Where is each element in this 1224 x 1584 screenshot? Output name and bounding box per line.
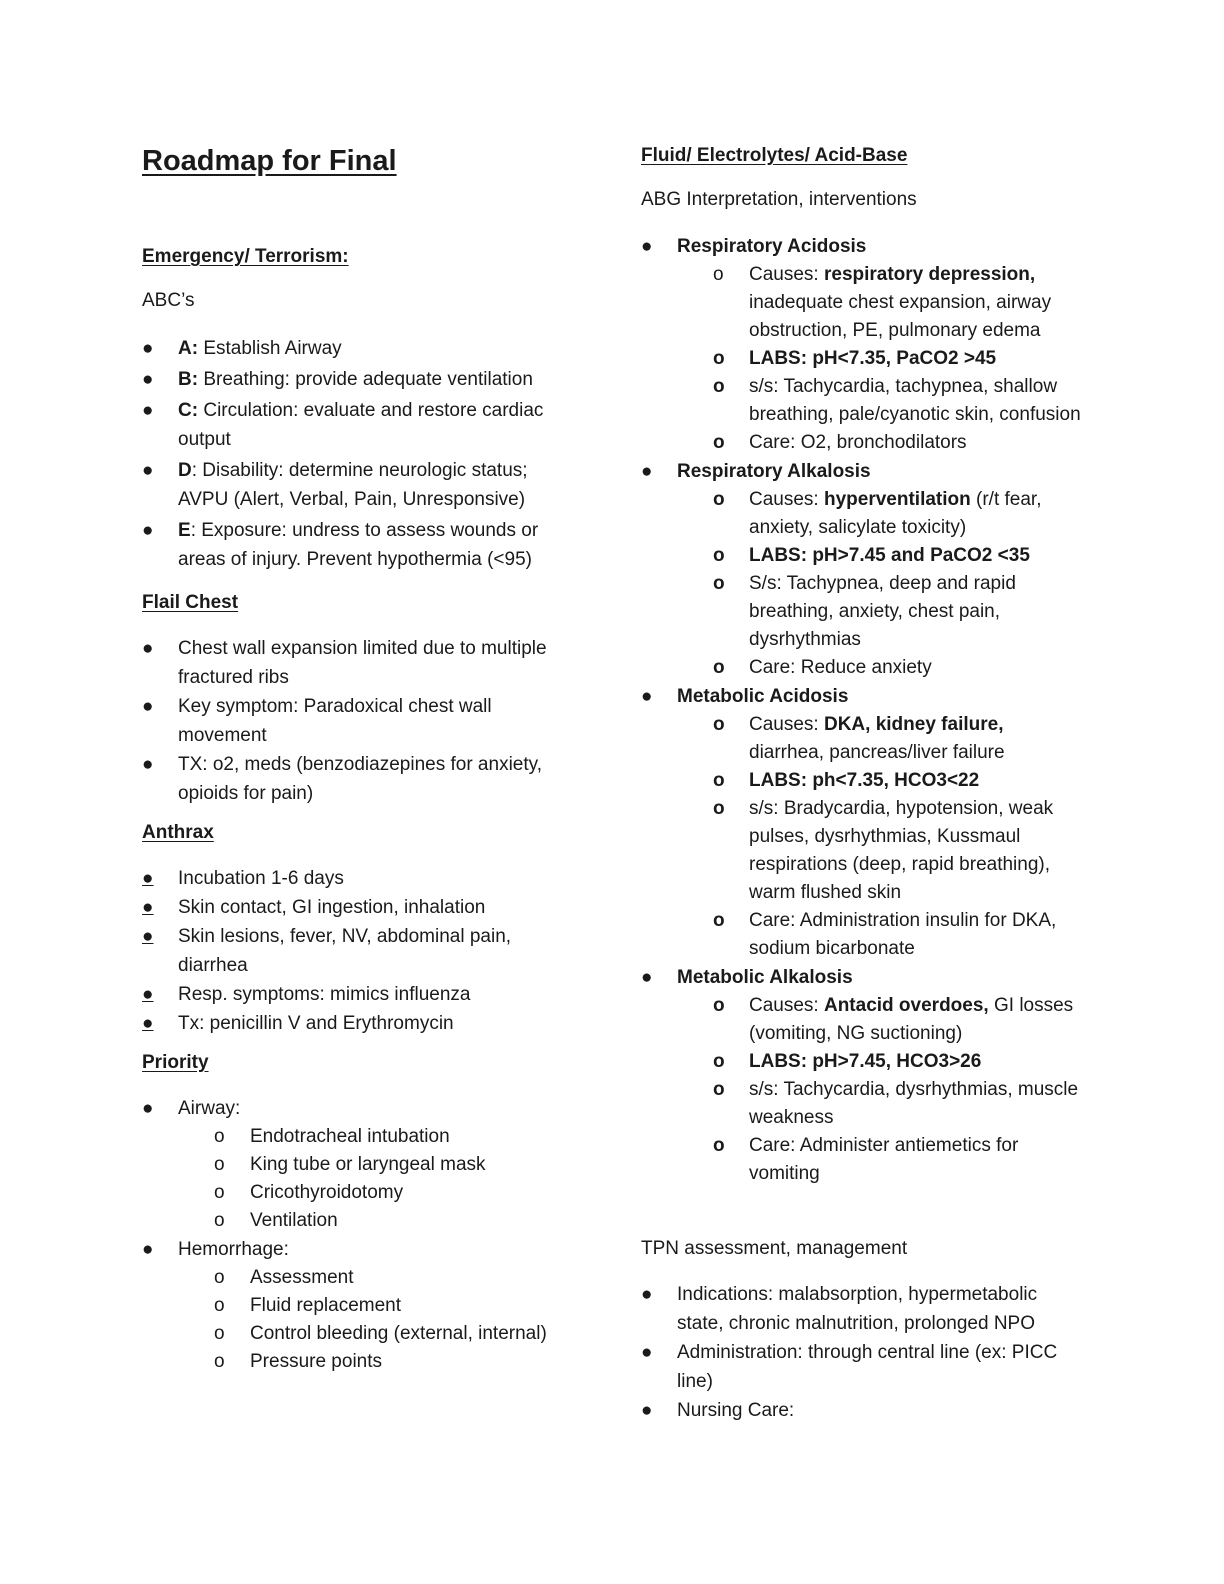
abc-label: ABC’s <box>142 290 195 311</box>
sub-list-item: o LABS: ph<7.35, HCO3<22 <box>677 767 1081 795</box>
bold-o-bullet-icon: o <box>713 1051 725 1072</box>
list-item: ● Administration: through central line (ex: PICC line) <box>641 1338 1081 1396</box>
anthrax-heading: Anthrax <box>142 822 214 843</box>
bullet-icon: ● <box>142 696 154 717</box>
list-item-resp-alkalosis: ● Respiratory Alkalosis o Causes: hyperventilation (r/t fear, anxiety, salicylate toxicity) o LABS: pH>7.45 and PaCO2 <35 o S/s: Tachypnea, deep and rapid breathing, anxiety, chest pain, dysrhythmias o Care: Reduce anxiety <box>641 457 1081 682</box>
bullet-icon: ● <box>142 868 154 889</box>
sub-list-item: o S/s: Tachypnea, deep and rapid breathing, anxiety, chest pain, dysrhythmias <box>677 570 1081 654</box>
list-item: ● D: Disability: determine neurologic status; AVPU (Alert, Verbal, Pain, Unresponsive) <box>142 456 582 514</box>
list-item: ● Airway: o Endotracheal intubation o King tube or laryngeal mask o Cricothyroidotomy o Ventilation <box>142 1094 582 1235</box>
list-item: ● Resp. symptoms: mimics influenza <box>142 980 582 1009</box>
bold-o-bullet-icon: o <box>713 1079 725 1100</box>
bold-o-bullet-icon: o <box>713 348 725 369</box>
sub-list-item: o Assessment <box>178 1264 582 1292</box>
sub-list-item: o Causes: respiratory depression, inadequate chest expansion, airway obstruction, PE, pulmonary edema <box>677 261 1081 345</box>
bullet-icon: ● <box>142 1013 154 1034</box>
bullet-icon: ● <box>142 897 154 918</box>
circle-bullet-icon: o <box>214 1182 225 1203</box>
bold-o-bullet-icon: o <box>713 376 725 397</box>
bullet-icon: ● <box>142 754 154 775</box>
priority-list <box>142 1094 582 1376</box>
sub-list-item: o Causes: hyperventilation (r/t fear, anxiety, salicylate toxicity) <box>677 486 1081 542</box>
page-title: Roadmap for Final <box>142 145 397 177</box>
list-item: ● Nursing Care: <box>641 1396 1081 1425</box>
list-item: ● B: Breathing: provide adequate ventilation <box>142 365 582 394</box>
circle-bullet-icon: o <box>214 1126 225 1147</box>
bullet-icon: ● <box>142 520 154 541</box>
bold-o-bullet-icon: o <box>713 573 725 594</box>
sub-list-item: o Causes: Antacid overdoes, GI losses (vomiting, NG suctioning) <box>677 992 1081 1048</box>
bullet-icon: ● <box>641 1342 653 1363</box>
bold-o-bullet-icon: o <box>713 657 725 678</box>
bold-o-bullet-icon: o <box>713 714 725 735</box>
list-item: ● Chest wall expansion limited due to multiple fractured ribs <box>142 634 582 692</box>
list-item: ● E: Exposure: undress to assess wounds or areas of injury. Prevent hypothermia (<95) <box>142 516 582 574</box>
sub-list-item: o Control bleeding (external, internal) <box>178 1320 582 1348</box>
bullet-icon: ● <box>142 1098 154 1119</box>
sub-list-item: o Care: Administer antiemetics for vomiting <box>677 1132 1081 1188</box>
bullet-icon: ● <box>142 1239 154 1260</box>
sub-list-item: o Ventilation <box>178 1207 582 1235</box>
sub-list-item: o LABS: pH>7.45, HCO3>26 <box>677 1048 1081 1076</box>
bold-o-bullet-icon: o <box>713 995 725 1016</box>
bullet-icon: ● <box>142 338 154 359</box>
bullet-icon: ● <box>641 1400 653 1421</box>
sub-list-item: o Cricothyroidotomy <box>178 1179 582 1207</box>
sub-list-item: o Care: Reduce anxiety <box>677 654 1081 682</box>
list-item: ● Incubation 1-6 days <box>142 864 582 893</box>
bold-o-bullet-icon: o <box>713 910 725 931</box>
circle-bullet-icon: o <box>713 264 724 285</box>
bullet-icon: ● <box>142 926 154 947</box>
flail-chest-heading: Flail Chest <box>142 592 239 613</box>
circle-bullet-icon: o <box>214 1210 225 1231</box>
sub-list-item: o LABS: pH>7.45 and PaCO2 <35 <box>677 542 1081 570</box>
hemorrhage-sublist <box>178 1264 582 1376</box>
fluid-heading: Fluid/ Electrolytes/ Acid-Base <box>641 145 908 166</box>
bold-o-bullet-icon: o <box>713 770 725 791</box>
bullet-icon: ● <box>641 686 653 707</box>
abc-list <box>142 334 582 574</box>
priority-heading: Priority <box>142 1052 209 1073</box>
sub-list-item: o Pressure points <box>178 1348 582 1376</box>
list-item: ● Hemorrhage: o Assessment o Fluid replacement o Control bleeding (external, internal) o Pressure points <box>142 1235 582 1376</box>
sub-list-item: o Endotracheal intubation <box>178 1123 582 1151</box>
emergency-heading: Emergency/ Terrorism: <box>142 246 349 267</box>
bullet-icon: ● <box>142 984 154 1005</box>
airway-sublist <box>178 1123 582 1235</box>
list-item: ● Indications: malabsorption, hypermetabolic state, chronic malnutrition, prolonged NPO <box>641 1280 1081 1338</box>
sub-list-item: o Care: O2, bronchodilators <box>677 429 1081 457</box>
list-item: ● TX: o2, meds (benzodiazepines for anxiety, opioids for pain) <box>142 750 582 808</box>
list-item: ● C: Circulation: evaluate and restore cardiac output <box>142 396 582 454</box>
flail-chest-list <box>142 634 582 808</box>
circle-bullet-icon: o <box>214 1267 225 1288</box>
bullet-icon: ● <box>142 400 154 421</box>
bullet-icon: ● <box>142 369 154 390</box>
list-item: ● Tx: penicillin V and Erythromycin <box>142 1009 582 1038</box>
bullet-icon: ● <box>142 460 154 481</box>
anthrax-list <box>142 864 582 1038</box>
sub-list-item: o Fluid replacement <box>178 1292 582 1320</box>
sub-list-item: o s/s: Bradycardia, hypotension, weak pulses, dysrhythmias, Kussmaul respirations (deep, rapid breathing), warm flushed skin <box>677 795 1081 907</box>
abg-label: ABG Interpretation, interventions <box>641 189 917 210</box>
sub-list-item: o Care: Administration insulin for DKA, sodium bicarbonate <box>677 907 1081 963</box>
bold-o-bullet-icon: o <box>713 798 725 819</box>
bullet-icon: ● <box>641 1284 653 1305</box>
circle-bullet-icon: o <box>214 1323 225 1344</box>
circle-bullet-icon: o <box>214 1154 225 1175</box>
bold-o-bullet-icon: o <box>713 1135 725 1156</box>
bullet-icon: ● <box>641 236 653 257</box>
list-item: ● Skin contact, GI ingestion, inhalation <box>142 893 582 922</box>
circle-bullet-icon: o <box>214 1295 225 1316</box>
sub-list-item: o Causes: DKA, kidney failure, diarrhea, pancreas/liver failure <box>677 711 1081 767</box>
tpn-list <box>641 1280 1081 1425</box>
list-item: ● Skin lesions, fever, NV, abdominal pain, diarrhea <box>142 922 582 980</box>
tpn-label: TPN assessment, management <box>641 1238 908 1259</box>
sub-list-item: o LABS: pH<7.35, PaCO2 >45 <box>677 345 1081 373</box>
bullet-icon: ● <box>641 967 653 988</box>
list-item: ● A: Establish Airway <box>142 334 582 363</box>
bold-o-bullet-icon: o <box>713 545 725 566</box>
sub-list-item: o King tube or laryngeal mask <box>178 1151 582 1179</box>
list-item-met-acidosis: ● Metabolic Acidosis o Causes: DKA, kidney failure, diarrhea, pancreas/liver failure o LABS: ph<7.35, HCO3<22 o s/s: Bradycardia, hypotension, weak pulses, dysrhythmias, Kussmaul respirations (deep, rapid breathing), warm flushed skin o Care: Administration insulin for DKA, sodium bicarbonate <box>641 682 1081 963</box>
circle-bullet-icon: o <box>214 1351 225 1372</box>
list-item-met-alkalosis: ● Metabolic Alkalosis o Causes: Antacid overdoes, GI losses (vomiting, NG suctioning) o LABS: pH>7.45, HCO3>26 o s/s: Tachycardia, dysrhythmias, muscle weakness o Care: Administer antiemetics for vomiting <box>641 963 1081 1188</box>
sub-list-item: o s/s: Tachycardia, dysrhythmias, muscle weakness <box>677 1076 1081 1132</box>
bold-o-bullet-icon: o <box>713 432 725 453</box>
bullet-icon: ● <box>641 461 653 482</box>
list-item-resp-acidosis: ● Respiratory Acidosis o Causes: respiratory depression, inadequate chest expansion, airway obstruction, PE, pulmonary edema o LABS: pH<7.35, PaCO2 >45 o s/s: Tachycardia, tachypnea, shallow breathing, pale/cyanotic skin, confusion o Care: O2, bronchodilators <box>641 232 1081 457</box>
bullet-icon: ● <box>142 638 154 659</box>
sub-list-item: o s/s: Tachycardia, tachypnea, shallow breathing, pale/cyanotic skin, confusion <box>677 373 1081 429</box>
acid-base-list <box>641 232 1081 1188</box>
list-item: ● Key symptom: Paradoxical chest wall movement <box>142 692 582 750</box>
bold-o-bullet-icon: o <box>713 489 725 510</box>
